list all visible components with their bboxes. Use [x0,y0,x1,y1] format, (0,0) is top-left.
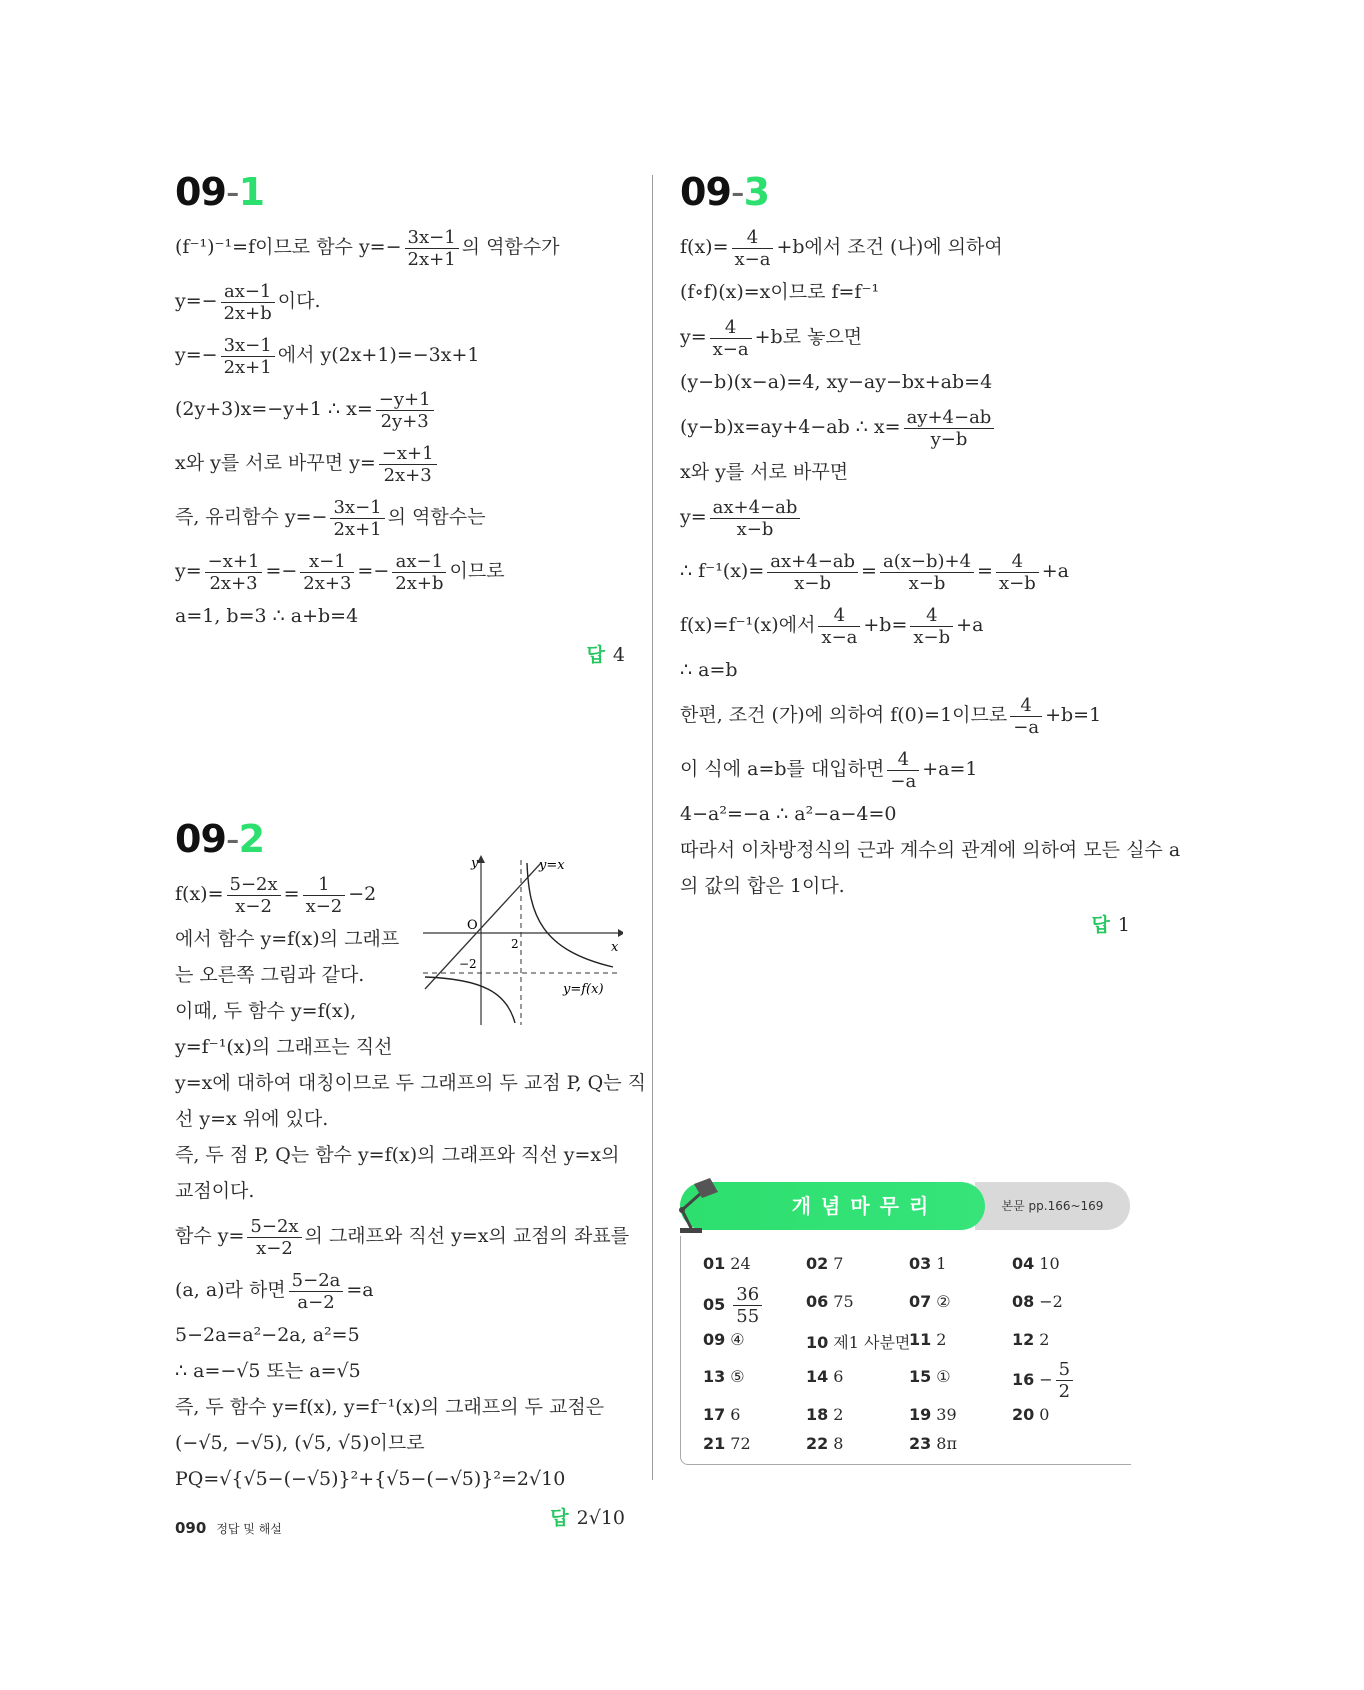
text: =− [357,560,390,582]
text: y= [175,560,202,582]
answer-value: 1 [1117,914,1130,936]
summary-item-value: 10 [1039,1254,1060,1273]
solution-line: (f∘f)(x)=x이므로 f=f⁻¹ [680,281,880,303]
solution-line: y=x에 대하여 대칭이므로 두 그래프의 두 교점 P, Q는 직 [175,1072,647,1094]
summary-answer-item [1012,1359,1076,1402]
fraction [221,281,275,324]
summary-answer-item [703,1254,751,1273]
text: f(x)= [175,883,224,905]
fraction [732,227,774,270]
summary-item-number: 07 [909,1292,932,1311]
y-label: y [471,856,479,871]
numerator: 4 [887,749,919,771]
numerator: −x+1 [379,443,437,465]
text: =a [346,1279,374,1301]
numerator: 4 [818,605,860,627]
fraction [221,335,275,378]
left-column [175,170,647,1530]
text: +a [956,614,984,636]
numerator: ax+4−ab [767,551,858,573]
summary-answer-item [703,1367,745,1386]
numerator: ay+4−ab [904,407,995,429]
text: (a, a)라 하면 [175,1279,286,1301]
fraction [205,551,263,594]
heading-dash: - [225,817,239,861]
heading-number: 09 [175,170,226,214]
numerator: 3x−1 [221,335,275,357]
summary-answer-item [703,1330,745,1349]
summary-answer-item [806,1330,910,1353]
summary-item-number: 04 [1012,1254,1035,1273]
denominator: 2 [1058,1381,1071,1402]
summary-item-value: 2 [936,1330,947,1349]
fraction [767,551,858,594]
numerator: 4 [910,605,953,627]
denominator: x−a [734,248,771,270]
solution-line: 에서 함수 y=f(x)의 그래프 [175,928,400,950]
solution-line: ∴ a=−√5 또는 a=√5 [175,1360,361,1382]
summary-header [680,1182,1130,1230]
text: f(x)=f⁻¹(x)에서 [680,614,816,636]
numerator: 36 [733,1284,762,1306]
heading-sub: 2 [238,817,265,861]
solution-line [680,544,1130,598]
summary-item-number: 19 [909,1405,932,1424]
denominator: 2x+3 [383,464,432,486]
text: =− [265,560,298,582]
problem-heading-09-1 [175,170,625,214]
text: 의 그래프와 직선 y=x의 교점의 좌표를 [304,1225,630,1247]
curve-upper-branch [527,863,613,967]
solution-line [175,220,625,274]
solution-line: 5−2a=a²−2a, a²=5 [175,1324,360,1346]
summary-answer-box [680,1236,1131,1465]
denominator: x−b [794,572,832,594]
solution-line [680,490,1130,544]
summary-item-value: 6 [833,1367,844,1386]
denominator: x−b [998,572,1036,594]
summary-item-value: 39 [936,1405,957,1424]
summary-answer-item [909,1367,951,1386]
summary-item-number: 21 [703,1434,726,1453]
text: x와 y를 서로 바꾸면 y= [175,452,376,474]
right-column [680,170,1181,937]
text: (y−b)x=ay+4−ab ∴ x= [680,416,901,438]
page-footer [175,1518,282,1537]
denominator: 2x+b [395,572,444,594]
heading-sub: 1 [238,170,265,214]
x-label: x [611,940,619,955]
fraction [376,389,434,432]
summary-answer-item [909,1405,957,1424]
summary-item-value: ① [936,1367,951,1386]
numerator: a(x−b)+4 [880,551,974,573]
curve-lower-branch [425,977,515,1023]
numerator: −x+1 [205,551,263,573]
summary-item-number: 15 [909,1367,932,1386]
solution-line: 는 오른쪽 그림과 같다. [175,964,365,986]
origin-label: O [467,918,478,933]
solution-line: 의 값의 합은 1이다. [680,875,845,897]
summary-item-number: 05 [703,1295,726,1314]
y-tick-label: −2 [459,957,477,971]
page-number: 090 [175,1519,207,1537]
summary-item-value: 6 [730,1405,741,1424]
solution-line [175,382,625,436]
solution-line [175,1263,625,1317]
summary-answer-item [703,1284,765,1327]
summary-item-value: 2 [1039,1330,1050,1349]
summary-item-value: 2 [833,1405,844,1424]
summary-title: 개념마무리 [791,1194,939,1218]
summary-item-number: 14 [806,1367,829,1386]
denominator: 2x+1 [407,248,456,270]
summary-item-number: 12 [1012,1330,1035,1349]
fraction [904,407,995,450]
fraction [1010,695,1042,738]
summary-answer-item [1012,1292,1063,1311]
solution-line: 교점이다. [175,1180,255,1202]
answer [175,640,625,667]
text: = [861,560,877,582]
fraction [303,874,346,917]
answer [680,910,1130,937]
solution-line: 따라서 이차방정식의 근과 계수의 관계에 의하여 모든 실수 a [680,839,1181,861]
numerator: −y+1 [376,389,434,411]
numerator: ax−1 [392,551,446,573]
numerator: 4 [996,551,1039,573]
answer-tag: 답 [1091,914,1110,936]
solution-line: 이때, 두 함수 y=f(x), [175,1000,357,1022]
denominator: a−2 [297,1291,335,1313]
denominator: 2x+3 [303,572,352,594]
summary-answer-item [1012,1254,1060,1273]
denominator: −a [1013,716,1040,738]
numerator: 4 [1010,695,1042,717]
x-tick-label: 2 [511,937,519,951]
numerator: 1 [303,874,346,896]
summary-item-sign: − [1039,1370,1053,1389]
summary-answer-item [1012,1330,1049,1349]
line-y-equals-x [425,863,541,989]
fraction [880,551,974,594]
fraction [392,551,446,594]
summary-item-number: 08 [1012,1292,1035,1311]
summary-answer-item [909,1254,946,1273]
summary-item-number: 23 [909,1434,932,1453]
denominator: 2x+b [223,302,272,324]
denominator: 2y+3 [380,410,429,432]
solution-line [175,274,625,328]
numerator: x−1 [300,551,354,573]
summary-answer-item [1012,1405,1049,1424]
solution-line [680,400,1130,454]
summary-item-value: ⑤ [730,1367,745,1386]
denominator: x−2 [235,895,272,917]
summary-item-value: −2 [1039,1292,1063,1311]
denominator: x−b [736,518,774,540]
summary-item-fraction [1056,1359,1073,1402]
text: +a=1 [922,758,978,780]
answer-value: 2√10 [576,1507,625,1529]
problem-heading-09-3 [680,170,1130,214]
denominator: x−a [712,338,749,360]
numerator: 3x−1 [405,227,459,249]
heading-dash: - [730,170,744,214]
numerator: ax+4−ab [710,497,801,519]
summary-item-value: ④ [730,1330,745,1349]
summary-page-ref: 본문 pp.166~169 [975,1182,1130,1230]
fraction [910,605,953,648]
heading-dash: - [225,170,239,214]
denominator: x−2 [305,895,343,917]
summary-answer-item [806,1434,843,1453]
summary-item-value: 75 [833,1292,854,1311]
text: y= [680,326,707,348]
summary-item-number: 03 [909,1254,932,1273]
numerator: ax−1 [221,281,275,303]
numerator: 5−2a [289,1270,344,1292]
text: 즉, 유리함수 y=− [175,506,328,528]
text: 이 식에 a=b를 대입하면 [680,758,885,780]
denominator: −a [890,770,917,792]
denominator: x−a [821,626,858,648]
numerator: 4 [732,227,774,249]
solution-line [175,328,625,382]
summary-item-value: 제1 사분면 [833,1333,911,1352]
line-label: y=x [539,858,565,873]
denominator: x−b [908,572,946,594]
fraction [379,443,437,486]
x-axis-arrow-icon [618,929,623,937]
summary-item-value: 24 [730,1254,751,1273]
text: +b=1 [1045,704,1102,726]
text: y=− [175,290,218,312]
solution-line [175,544,625,598]
denominator: 2x+1 [333,518,382,540]
fraction [887,749,919,792]
answer-tag: 답 [550,1507,569,1529]
summary-item-number: 01 [703,1254,726,1273]
summary-item-number: 10 [806,1333,829,1352]
fraction [289,1270,344,1313]
text: 에서 y(2x+1)=−3x+1 [277,344,480,366]
text: +b에서 조건 (나)에 의하여 [776,236,1003,258]
summary-answer-item [909,1292,951,1311]
solution-line: PQ=√{√5−(−√5)}²+{√5−(−√5)}²=2√10 [175,1468,566,1490]
summary-item-number: 13 [703,1367,726,1386]
text: = [283,883,300,905]
heading-number: 09 [175,817,226,861]
text: f(x)= [680,236,729,258]
footer-label: 정답 및 해설 [216,1522,282,1536]
fraction [710,497,801,540]
summary-item-number: 16 [1012,1370,1035,1389]
denominator: 2x+1 [223,356,272,378]
text: (2y+3)x=−y+1 ∴ x= [175,398,373,420]
function-graph [423,855,623,1025]
summary-item-number: 22 [806,1434,829,1453]
solution-line: 4−a²=−a ∴ a²−a−4=0 [680,803,897,825]
numerator: 4 [710,317,752,339]
denominator: x−2 [256,1237,293,1259]
solution-line: y=f⁻¹(x)의 그래프는 직선 [175,1036,393,1058]
solution-line: 선 y=x 위에 있다. [175,1108,329,1130]
fraction [227,874,281,917]
text: +a [1041,560,1069,582]
summary-item-number: 02 [806,1254,829,1273]
summary-item-number: 17 [703,1405,726,1424]
column-divider [652,175,653,1480]
numerator: 5−2x [227,874,281,896]
solution-line [680,310,1130,364]
numerator: 5−2x [247,1216,301,1238]
summary-item-fraction [733,1284,762,1327]
solution-line [680,220,1130,274]
fraction [330,497,384,540]
denominator: 2x+3 [209,572,258,594]
summary-item-number: 18 [806,1405,829,1424]
solution-line: 즉, 두 점 P, Q는 함수 y=f(x)의 그래프와 직선 y=x의 [175,1144,620,1166]
summary-item-value: ② [936,1292,951,1311]
denominator: 55 [736,1306,760,1327]
denominator: x−b [913,626,951,648]
text: +b로 놓으면 [754,326,863,348]
numerator: 3x−1 [330,497,384,519]
numerator: 5 [1056,1359,1073,1381]
solution-line [680,688,1130,742]
solution-line: ∴ a=b [680,659,738,681]
summary-item-value: 8π [936,1434,957,1453]
denominator: y−b [930,428,968,450]
summary-answer-item [909,1330,946,1349]
summary-answer-item [703,1405,740,1424]
solution-line: x와 y를 서로 바꾸면 [680,461,849,483]
heading-sub: 3 [743,170,770,214]
summary-item-value: 0 [1039,1405,1050,1424]
solution-line: a=1, b=3 ∴ a+b=4 [175,605,359,627]
summary-answer-item [806,1405,843,1424]
text: y=− [175,344,218,366]
summary-item-value: 72 [730,1434,751,1453]
summary-item-value: 7 [833,1254,844,1273]
text: ∴ f⁻¹(x)= [680,560,765,582]
text: +b= [863,614,908,636]
summary-answer-item [806,1367,843,1386]
summary-item-number: 20 [1012,1405,1035,1424]
solution-line: (−√5, −√5), (√5, √5)이므로 [175,1432,425,1454]
summary-answer-item [806,1292,854,1311]
fraction [818,605,860,648]
summary-item-value: 8 [833,1434,844,1453]
summary-item-number: 06 [806,1292,829,1311]
answer-tag: 답 [586,644,605,666]
heading-number: 09 [680,170,731,214]
summary-answer-item [806,1254,843,1273]
text: 이다. [277,290,321,312]
text: (f⁻¹)⁻¹=f이므로 함수 y=− [175,236,402,258]
solution-line [680,742,1130,796]
fraction [996,551,1039,594]
fraction [247,1216,301,1259]
text: 의 역함수가 [461,236,560,258]
solution-line: (y−b)(x−a)=4, xy−ay−bx+ab=4 [680,371,993,393]
solution-line: 즉, 두 함수 y=f(x), y=f⁻¹(x)의 그래프의 두 교점은 [175,1396,605,1418]
text: 의 역함수는 [387,506,486,528]
summary-answer-item [703,1434,751,1453]
summary-item-value: 1 [936,1254,947,1273]
text: 한편, 조건 (가)에 의하여 f(0)=1이므로 [680,704,1008,726]
fraction [405,227,459,270]
text: 이므로 [449,560,505,582]
fraction [710,317,752,360]
text: y= [680,506,707,528]
summary-item-number: 09 [703,1330,726,1349]
solution-line [680,598,1130,652]
summary-answer-item [909,1434,957,1453]
solution-line [175,1209,630,1263]
answer-value: 4 [612,644,625,666]
solution-line [175,436,625,490]
text: = [977,560,993,582]
lamp-icon [670,1174,730,1236]
text: 함수 y= [175,1225,245,1247]
text: −2 [348,883,377,905]
fraction [300,551,354,594]
curve-label: y=f(x) [563,982,604,997]
summary-item-number: 11 [909,1330,932,1349]
solution-line [175,490,625,544]
